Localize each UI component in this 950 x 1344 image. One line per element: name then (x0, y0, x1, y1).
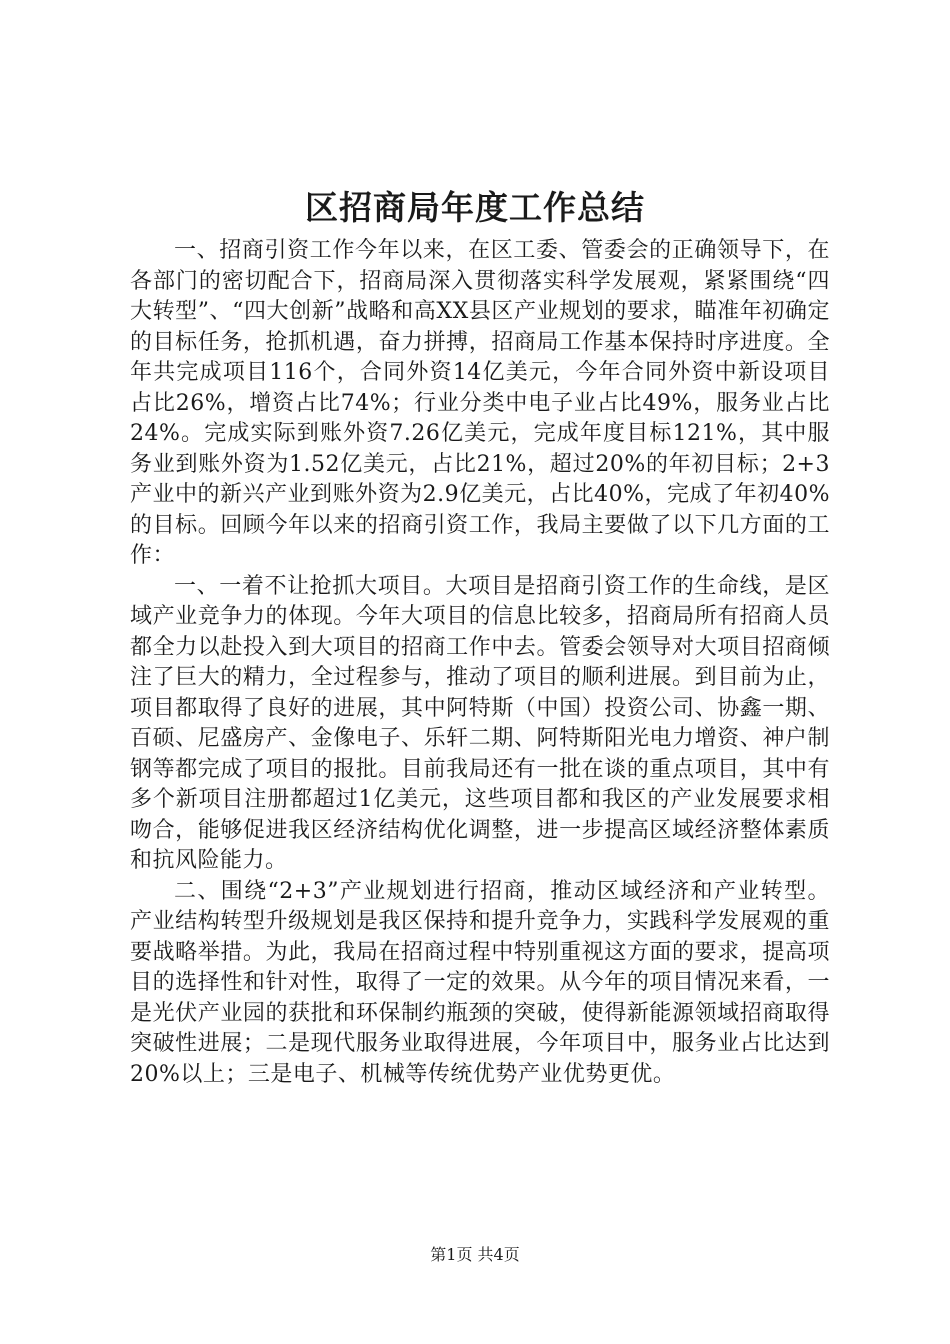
document-title: 区招商局年度工作总结 (305, 188, 645, 227)
paragraph-overview: 一、招商引资工作今年以来，在区工委、管委会的正确领导下，在各部门的密切配合下，招商局深入贯彻落实科学发展观，紧紧围绕“四大转型”、“四大创新”战略和高XX县区产业规划的要求，瞄准年初确定的目标任务，抢抓机遇，奋力拼搏，招商局工作基本保持时序进度。全年共完成项目116个，合同外资14亿美元，今年合同外资中新设项目占比26%，增资占比74%；行业分类中电子业占比49%，服务业占比24%。完成实际到账外资7.26亿美元，完成年度目标121%，其中服务业到账外资为1.52亿美元，占比21%，超过20%的年初目标；2+3产业中的新兴产业到账外资为2.9亿美元，占比40%，完成了年初40%的目标。回顾今年以来的招商引资工作，我局主要做了以下几方面的工作： (130, 238, 830, 568)
paragraph-major-projects: 一、一着不让抢抓大项目。大项目是招商引资工作的生命线，是区域产业竞争力的体现。今年大项目的信息比较多，招商局所有招商人员都全力以赴投入到大项目的招商工作中去。管委会领导对大项目招商倾注了巨大的精力，全过程参与，推动了项目的顺利进展。到目前为止，项目都取得了良好的进展，其中阿特斯（中国）投资公司、协鑫一期、百硕、尼盛房产、金像电子、乐轩二期、阿特斯阳光电力增资、神户制钢等都完成了项目的报批。目前我局还有一批在谈的重点项目，其中有多个新项目注册都超过1亿美元，这些项目都和我区的产业发展要求相吻合，能够促进我区经济结构优化调整，进一步提高区域经济整体素质和抗风险能力。 (130, 573, 830, 873)
page-footer: 第1页 共4页 (430, 1245, 520, 1264)
paragraph-industry-planning: 二、围绕“2+3”产业规划进行招商，推动区域经济和产业转型。产业结构转型升级规划是我区保持和提升竞争力，实践科学发展观的重要战略举措。为此，我局在招商过程中特别重视这方面的要求，提高项目的选择性和针对性，取得了一定的效果。从今年的项目情况来看，一是光伏产业园的获批和环保制约瓶颈的突破，使得新能源领域招商取得突破性进展；二是现代服务业取得进展，今年项目中，服务业占比达到20%以上；三是电子、机械等传统优势产业优势更优。 (130, 878, 830, 1087)
document-body (130, 236, 830, 1090)
